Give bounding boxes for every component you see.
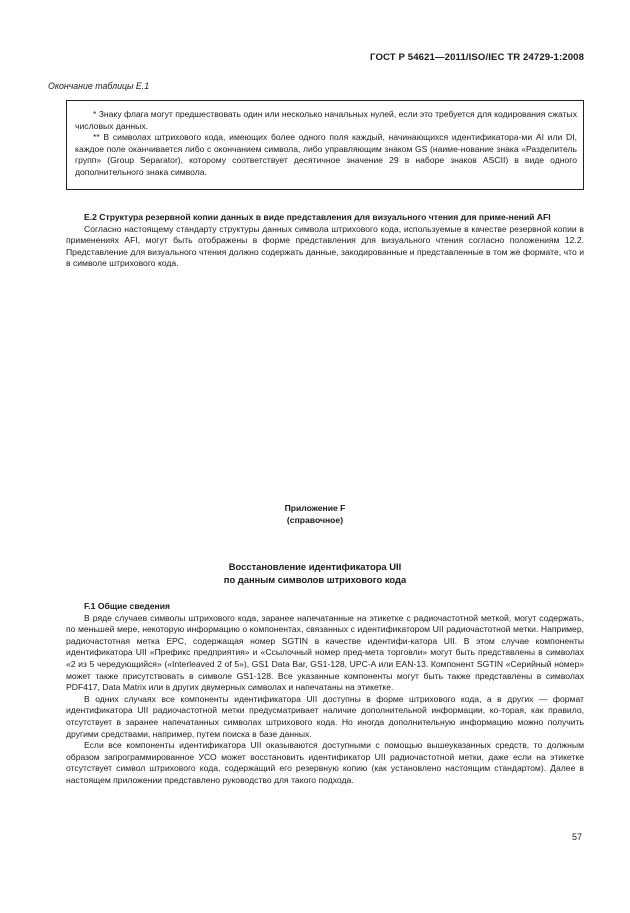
section-f1 (66, 601, 584, 787)
table-note-1: * Знаку флага могут предшествовать один или несколько начальных нулей, если это требуется для кодирования сжатых числовых данных. (75, 109, 577, 131)
section-f1-paragraph-1: В ряде случаев символы штрихового кода, заранее напечатанные на этикетке с радиочастотной меткой, могут содержать, по меньшей мере, некоторую информацию о компонентах, связанных с идентификатором UII радиочастотной метки. Например, радиочастотная метка EPC, содержащая номер SGTIN в качестве идентифи-катора UII. В этом случае компоненты идентификатора UII «Префикс предприятия» и «Ссылочный номер пред-мета торговли» могут быть представлены в символах «2 из 5 чередующийся» («Interleaved 2 of 5»), GS1 Data Bar, GS1-128, UPC-A или EAN-13. Компонент SGTIN «Серийный номер» может также присутствовать в символе GS1-128. Все указанные компоненты могут быть также представлены в символах PDF417, Data Matrix или в других двумерных символах и напечатаны на этикетке. (66, 612, 584, 693)
table-caption: Окончание таблицы Е.1 (48, 81, 150, 91)
appendix-label: Приложение F (284, 503, 346, 513)
appendix-title-line-1: Восстановление идентификатора UII (228, 561, 402, 572)
section-e2 (66, 212, 584, 270)
table-notes-box (66, 100, 584, 190)
section-f1-title: F.1 Общие сведения (84, 601, 170, 611)
section-e2-paragraph: Согласно настоящему стандарту структуры данных символа штрихового кода, используемые в качестве резервной копии в применениях AFI, могут быть отображены в форме представления для визуального чтения согласно положениям 12.2. Представление для визуального чтения должно содержать данные, закодированные и представленные в том же формате, что и в символе штрихового кода. (66, 223, 584, 269)
appendix-type: (справочное) (286, 515, 344, 525)
standard-header: ГОСТ Р 54621—2011/ISO/IEC TR 24729-1:2008 (370, 52, 584, 63)
appendix-title-line-2: по данным символов штрихового кода (223, 574, 407, 585)
page-number: 57 (571, 832, 582, 842)
section-e2-title: Е.2 Структура резервной копии данных в виде представления для визуального чтения для приме-нений AFI (84, 212, 551, 222)
table-note-2: ** В символах штрихового кода, имеющих более одного поля каждый, начинающихся идентификатора-ми AI или DI, каждое поле оканчивается либо с окончанием символа, либо управляющим знаком GS (наиме-нование знака «Разделитель групп» (Group Separator), которому соответствует десятичное значение 29 в наборе знаков ASCII) в виде одного дополнительного знака символа. (75, 132, 577, 177)
section-f1-paragraph-2: В одних случаях все компоненты идентификатора UII доступны в форме штрихового кода, а в других — формат идентификатора UII радиочастотной метки предусматривает наличие дополнительной информации, ко-торая, как правило, отсутствует в заранее напечатанных символах штрихового кода. Но иногда дополнительную информацию можно получить другими средствами, например, путем поиска в базе данных. (66, 693, 584, 739)
section-f1-paragraph-3: Если все компоненты идентификатора UII оказываются доступными с помощью вышеуказанных средств, то должным образом запрограммированное УСО может восстановить идентификатор UII радиочастотной метки, даже если на этикетке отсутствует символ штрихового кода, содержащий его резервную копию (как установлено настоящим стандартом). Далее в настоящем приложении представлено руководство для такого подхода. (66, 740, 584, 785)
